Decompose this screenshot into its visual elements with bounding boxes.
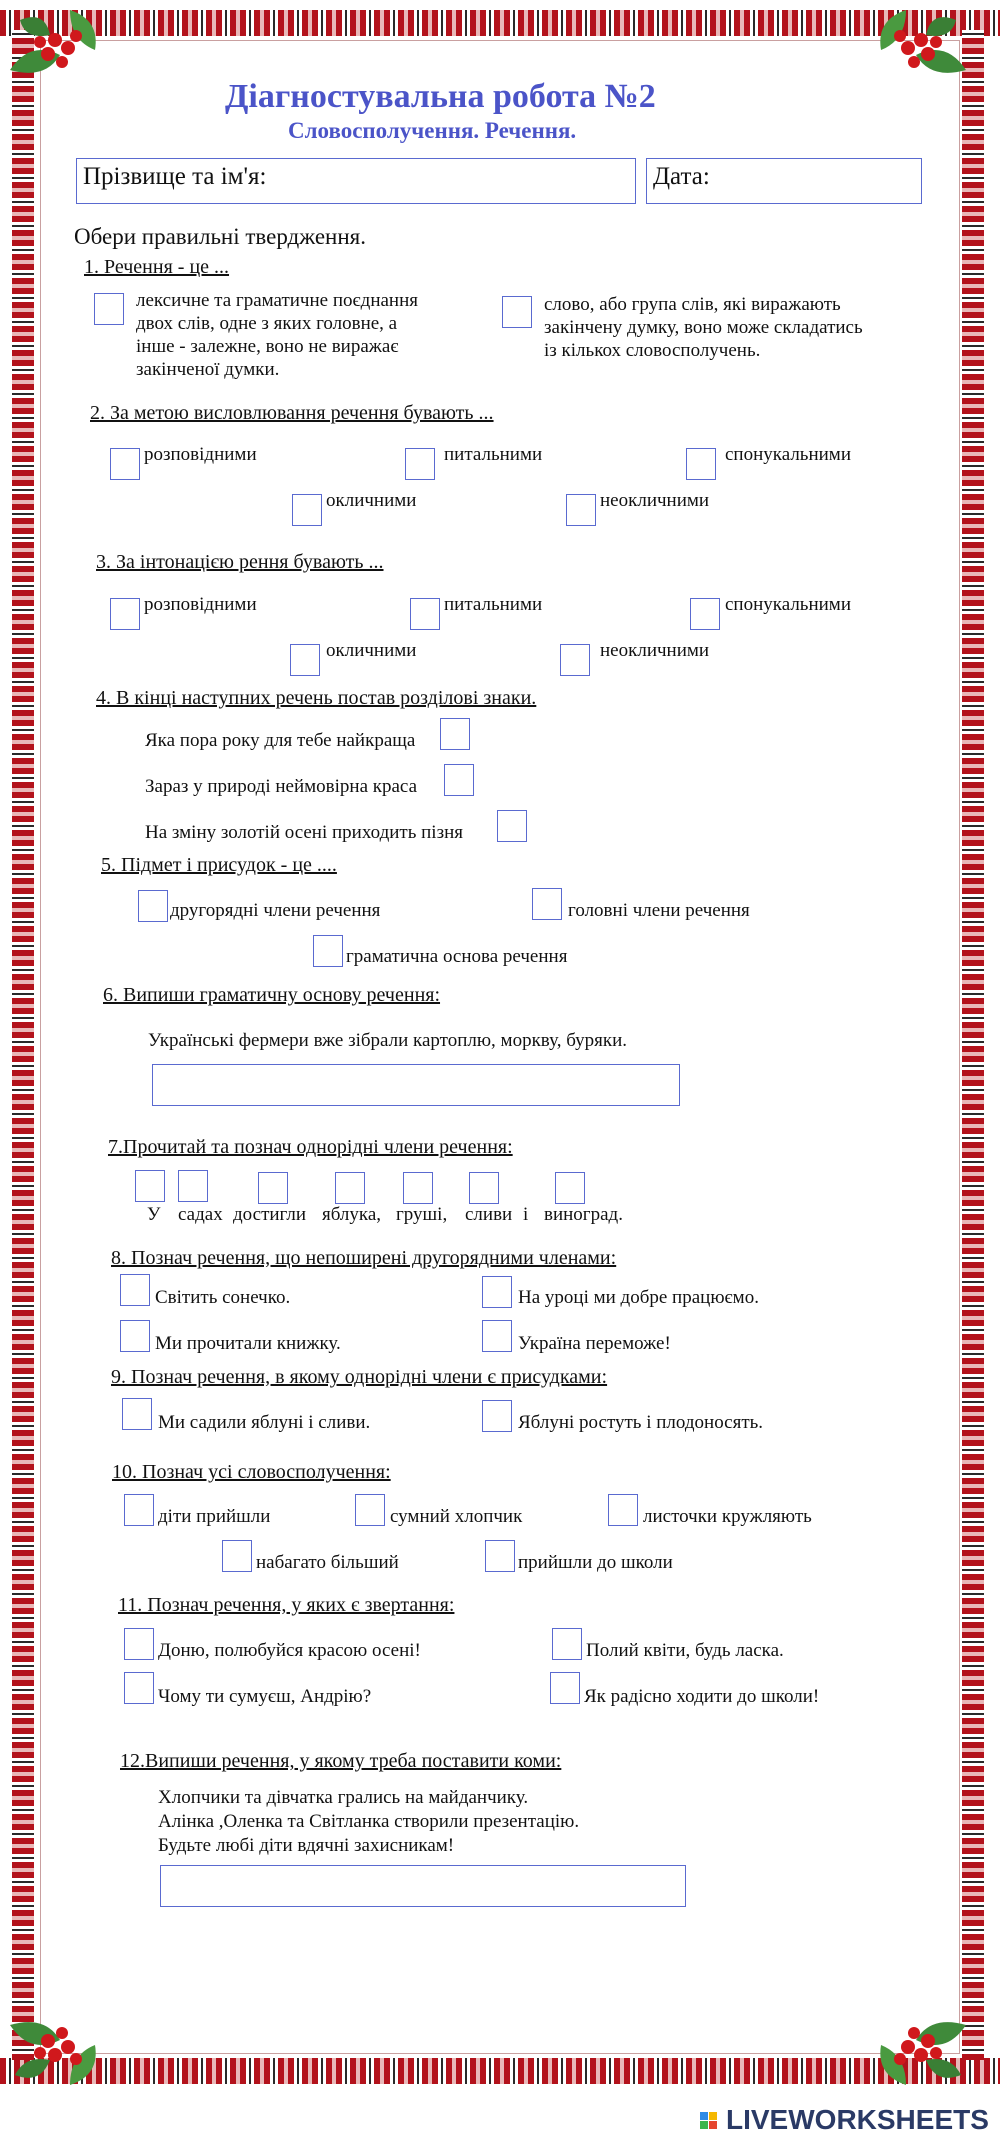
q12-answer-field[interactable]: [160, 1865, 686, 1907]
q8-title: 8. Познач речення, що непоширені другорядними членами:: [111, 1247, 617, 1269]
q8-option-1: Світить сонечко.: [155, 1287, 291, 1308]
q8-checkbox-1[interactable]: [120, 1274, 150, 1306]
q3-option-5: неокличними: [600, 640, 710, 661]
q10-option-3: листочки кружляють: [643, 1506, 812, 1527]
q2-option-4: окличними: [326, 490, 417, 511]
q1-title: 1. Речення - це ...: [84, 256, 230, 278]
q8-option-4: Україна переможе!: [518, 1333, 671, 1354]
q1-option-a-checkbox[interactable]: [94, 293, 124, 325]
q7-checkbox-2[interactable]: [178, 1170, 208, 1202]
q2-checkbox-3[interactable]: [686, 448, 716, 480]
q7-word-6: сливи: [465, 1204, 513, 1225]
page-subtitle: Словосполучення. Речення.: [288, 118, 577, 143]
q7-checkbox-3[interactable]: [258, 1172, 288, 1204]
q4-sentence-1: Яка пора року для тебе найкраща: [145, 730, 416, 751]
q11-checkbox-2[interactable]: [552, 1628, 582, 1660]
q10-option-2: сумний хлопчик: [390, 1506, 523, 1527]
q9-checkbox-1[interactable]: [122, 1398, 152, 1430]
q3-checkbox-2[interactable]: [410, 598, 440, 630]
q8-option-3: Ми прочитали книжку.: [155, 1333, 341, 1354]
ornament-border-top: [0, 10, 1000, 36]
q10-checkbox-3[interactable]: [608, 1494, 638, 1526]
q7-word-8: виноград.: [544, 1204, 623, 1225]
q2-title: 2. За метою висловлювання речення бувають ...: [90, 402, 494, 424]
q1-option-a-text: лексичне та граматичне поєднання двох слів, одне з яких головне, а інше - залежне, воно не виражає закінченої думки.: [136, 290, 419, 380]
q3-option-1: розповідними: [144, 594, 257, 615]
q1-option-b-checkbox[interactable]: [502, 296, 532, 328]
date-label: Дата:: [653, 163, 710, 190]
q12-sentence-1: Хлопчики та дівчатка грались на майданчику.: [158, 1787, 529, 1808]
q4-sentence-3: На зміну золотій осені приходить пізня: [145, 822, 463, 843]
q10-checkbox-1[interactable]: [124, 1494, 154, 1526]
q11-checkbox-4[interactable]: [550, 1672, 580, 1704]
viburnum-bottom-right-icon: [856, 1980, 976, 2100]
q5-option-3: граматична основа речення: [346, 946, 568, 967]
q3-option-2: питальними: [444, 594, 543, 615]
name-field[interactable]: [76, 158, 636, 204]
q3-checkbox-4[interactable]: [290, 644, 320, 676]
q7-checkbox-1[interactable]: [135, 1170, 165, 1202]
q3-title: 3. За інтонацією рення бувають ...: [96, 551, 384, 573]
q6-title: 6. Випиши граматичну основу речення:: [103, 984, 441, 1006]
q9-title: 9. Познач речення, в якому однорідні члени є присудками:: [111, 1366, 608, 1388]
q2-checkbox-4[interactable]: [292, 494, 322, 526]
q3-checkbox-3[interactable]: [690, 598, 720, 630]
q7-checkbox-4[interactable]: [335, 1172, 365, 1204]
q4-punctuation-input-1[interactable]: [440, 718, 470, 750]
q11-option-2: Полий квіти, будь ласка.: [586, 1640, 784, 1661]
q11-option-4: Як радісно ходити до школи!: [584, 1686, 820, 1707]
q8-checkbox-2[interactable]: [482, 1276, 512, 1308]
q3-checkbox-5[interactable]: [560, 644, 590, 676]
q7-word-4: яблука,: [322, 1204, 382, 1225]
q2-checkbox-2[interactable]: [405, 448, 435, 480]
q7-word-1: У: [147, 1204, 161, 1225]
q2-checkbox-1[interactable]: [110, 448, 140, 480]
q10-checkbox-4[interactable]: [222, 1540, 252, 1572]
q4-punctuation-input-2[interactable]: [444, 764, 474, 796]
q9-checkbox-2[interactable]: [482, 1400, 512, 1432]
q3-option-4: окличними: [326, 640, 417, 661]
q9-option-2: Яблуні ростуть і плодоносять.: [518, 1412, 764, 1433]
q9-option-1: Ми садили яблуні і сливи.: [158, 1412, 371, 1433]
q10-option-5: прийшли до школи: [518, 1552, 673, 1573]
q6-sentence: Українські фермери вже зібрали картоплю, моркву, буряки.: [148, 1030, 628, 1051]
page-title: Діагностувальна робота №2: [225, 78, 656, 115]
q11-checkbox-3[interactable]: [124, 1672, 154, 1704]
q11-title: 11. Познач речення, у яких є звертання:: [118, 1594, 455, 1616]
q12-sentence-2: Алінка ,Оленка та Світланка створили презентацію.: [158, 1811, 580, 1832]
watermark: LIVEWORKSHEETS: [726, 2104, 989, 2135]
q2-option-2: питальними: [444, 444, 543, 465]
viburnum-bottom-left-icon: [0, 1980, 120, 2100]
q11-checkbox-1[interactable]: [124, 1628, 154, 1660]
q5-checkbox-1[interactable]: [138, 890, 168, 922]
q11-option-3: Чому ти сумуєш, Андрію?: [158, 1686, 372, 1707]
q7-word-2: садах: [178, 1204, 223, 1225]
q10-checkbox-5[interactable]: [485, 1540, 515, 1572]
viburnum-top-left-icon: [0, 0, 120, 110]
q7-checkbox-6[interactable]: [469, 1172, 499, 1204]
q7-title: 7.Прочитай та познач однорідні члени речення:: [108, 1136, 513, 1158]
q8-option-2: На уроці ми добре працюємо.: [518, 1287, 759, 1308]
q10-checkbox-2[interactable]: [355, 1494, 385, 1526]
q5-option-2: головні члени речення: [568, 900, 750, 921]
q12-title: 12.Випиши речення, у якому треба поставити коми:: [120, 1750, 562, 1772]
q7-checkbox-5[interactable]: [403, 1172, 433, 1204]
q2-option-3: спонукальними: [725, 444, 851, 465]
q5-title: 5. Підмет і присудок - це ....: [101, 854, 337, 876]
q10-option-4: набагато більший: [256, 1552, 399, 1573]
q7-checkbox-7[interactable]: [555, 1172, 585, 1204]
q8-checkbox-3[interactable]: [120, 1320, 150, 1352]
q5-checkbox-3[interactable]: [313, 935, 343, 967]
q5-checkbox-2[interactable]: [532, 888, 562, 920]
date-field[interactable]: [646, 158, 922, 204]
q4-punctuation-input-3[interactable]: [497, 810, 527, 842]
ornament-border-right: [962, 30, 984, 2060]
q10-option-1: діти прийшли: [158, 1506, 271, 1527]
q4-title: 4. В кінці наступних речень постав розділові знаки.: [96, 687, 537, 709]
q12-sentences: [158, 1786, 579, 1858]
q4-sentence-2: Зараз у природі неймовірна краса: [145, 776, 418, 797]
q5-option-1: другорядні члени речення: [170, 900, 381, 921]
q10-title: 10. Познач усі словосполучення:: [112, 1461, 391, 1483]
ornament-border-bottom: [0, 2058, 1000, 2084]
q2-checkbox-5[interactable]: [566, 494, 596, 526]
q11-option-1: Доню, полюбуйся красою осені!: [158, 1640, 421, 1661]
name-label: Прізвище та ім'я:: [83, 163, 267, 190]
q3-checkbox-1[interactable]: [110, 598, 140, 630]
viburnum-top-right-icon: [856, 0, 976, 110]
q2-option-1: розповідними: [144, 444, 257, 465]
instruction: Обери правильні твердження.: [74, 224, 367, 249]
q8-checkbox-4[interactable]: [482, 1320, 512, 1352]
ornament-border-left: [12, 30, 34, 2060]
q7-word-3: достигли: [233, 1204, 307, 1225]
q3-option-3: спонукальними: [725, 594, 851, 615]
q2-option-5: неокличними: [600, 490, 710, 511]
q7-word-5: груші,: [396, 1204, 448, 1225]
q1-option-b-text: слово, або група слів, які виражають закінчену думку, воно може складатись із кількох словосполучень.: [544, 294, 863, 361]
q7-word-7: і: [523, 1204, 529, 1225]
q12-sentence-3: Будьте любі діти вдячні захисникам!: [158, 1835, 455, 1856]
q6-answer-field[interactable]: [152, 1064, 680, 1106]
